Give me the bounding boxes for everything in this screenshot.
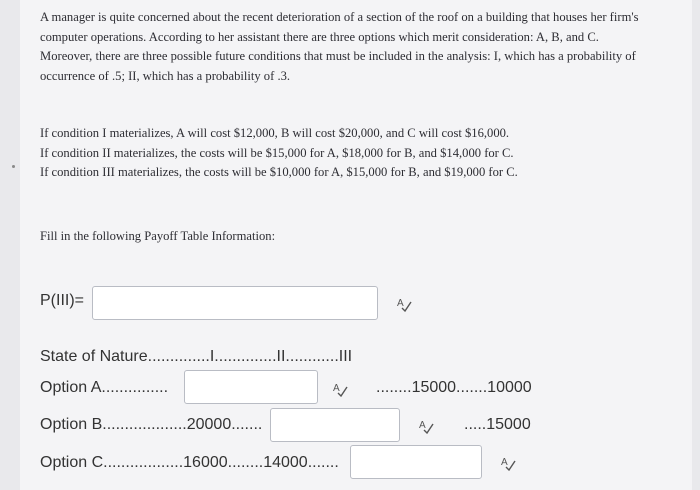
svg-text:A: A bbox=[501, 457, 508, 468]
p-iii-label: P(III)= bbox=[40, 292, 85, 309]
intro-line-3: Moreover, there are three possible future conditions that must be included in the analysis: I, which has a probability of bbox=[40, 49, 636, 63]
svg-text:A: A bbox=[333, 383, 340, 394]
question-page bbox=[20, 0, 692, 490]
spellcheck-a-icon[interactable] bbox=[418, 418, 434, 434]
state-of-nature-header: State of Nature..............I..............II............III bbox=[40, 348, 353, 365]
svg-text:A: A bbox=[397, 298, 404, 309]
cost-line-3: If condition III materializes, the costs will be $10,000 for A, $15,000 for B, and $19,000 for C. bbox=[40, 165, 518, 179]
spellcheck-a-icon[interactable] bbox=[332, 381, 348, 397]
option-a-values: ........15000.......10000 bbox=[376, 379, 532, 396]
intro-line-1: A manager is quite concerned about the recent deterioration of a section of the roof on a building that houses her firm's bbox=[40, 10, 639, 24]
intro-line-2: computer operations. According to her assistant there are three options which merit consideration: A, B, and C. bbox=[40, 29, 599, 44]
svg-text:A: A bbox=[419, 420, 426, 431]
option-b-input[interactable] bbox=[270, 408, 400, 442]
question-intro bbox=[40, 8, 680, 86]
spellcheck-a-icon[interactable] bbox=[396, 296, 412, 312]
option-b-label: Option B...................20000....... bbox=[40, 416, 263, 433]
p-iii-input[interactable] bbox=[92, 286, 378, 320]
cost-conditions bbox=[40, 124, 680, 183]
cost-line-2: If condition II materializes, the costs will be $15,000 for A, $18,000 for B, and $14,000 for C. bbox=[40, 145, 514, 160]
option-b-values: .....15000 bbox=[464, 416, 531, 433]
instruction-text: Fill in the following Payoff Table Information: bbox=[40, 229, 276, 243]
margin-dot bbox=[12, 165, 15, 168]
intro-line-4: occurrence of .5; II, which has a probability of .3. bbox=[40, 68, 291, 83]
cost-line-1: If condition I materializes, A will cost $12,000, B will cost $20,000, and C will cost $16,000. bbox=[40, 126, 510, 140]
spellcheck-a-icon[interactable] bbox=[500, 455, 516, 471]
option-c-input[interactable] bbox=[350, 445, 482, 479]
option-c-label: Option C..................16000........14000....... bbox=[40, 454, 339, 471]
option-a-input[interactable] bbox=[184, 370, 318, 404]
option-a-label: Option A............... bbox=[40, 379, 169, 396]
